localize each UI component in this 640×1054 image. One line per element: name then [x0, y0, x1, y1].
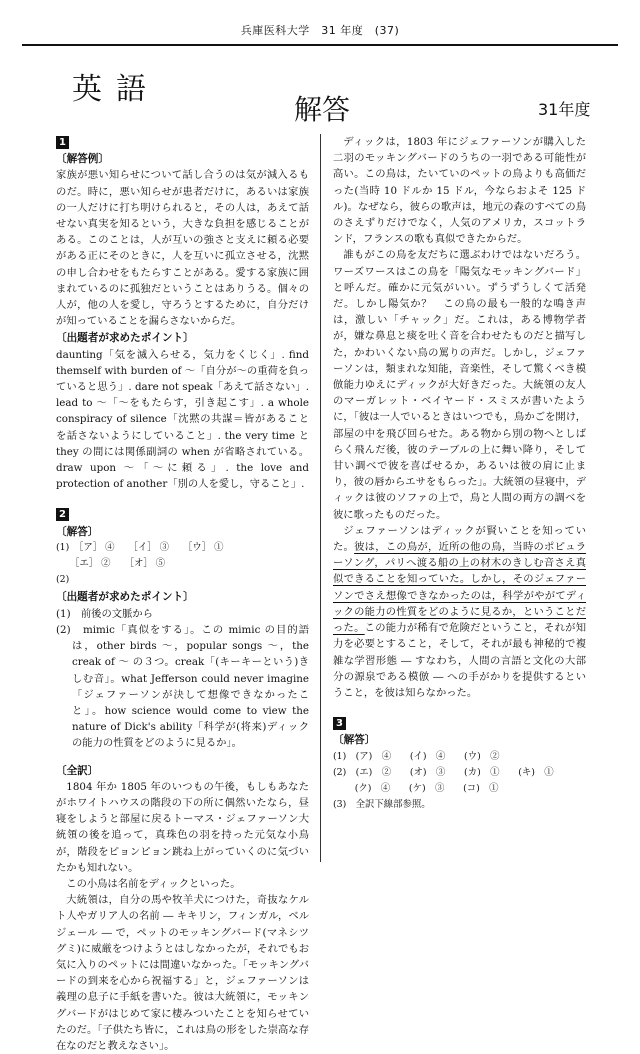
translation-paragraph: ディックは，1803 年にジェファーソンが購入した二羽のモッキングバードのうちの一羽である可能性が高い。この鳥は，たいていのペットの鳥よりも高価だった(当時 10 ドルか 15 ドル，今ならおよそ 125 ドル)。なぜなら，彼らの歌声は，地元の森のすべての鳥のさえずりだけでなく，人気のアメリカ，スコットランド，フランスの歌も真似できたからだ。: [333, 136, 586, 246]
q2-points-heading: 〔出題者が求めたポイント〕: [56, 591, 194, 604]
q1-points-heading: 〔出題者が求めたポイント〕: [56, 332, 194, 345]
q3-answer-row: (3) 全訳下線部参照。: [333, 799, 431, 811]
q2-section: [56, 506, 309, 1054]
translation-paragraph: 1804 年か 1805 年のいつもの午後，もしもあなたがホワイトハウスの階段の下の所に偶然いたなら，昼寝をしようと部屋に戻るトーマス・ジェファーソン大統領の後を追って，真珠色の羽を持った元気な小鳥が，階段をピョンピョン跳ね上がっていくのに気づいたかも知れない。: [56, 780, 309, 874]
q2-answer-row: ［エ］ ② ［オ］ ⑤: [56, 558, 166, 570]
answers-title: 解答: [294, 93, 351, 126]
q3-section: [333, 715, 586, 813]
q2-answer-row: (1) ［ア］ ④ ［イ］ ③ ［ウ］ ①: [56, 541, 224, 553]
translation-paragraph: [333, 523, 586, 701]
q2-answer-row: (2): [56, 574, 70, 586]
running-head: 兵庫医科大学 31 年度 (37): [240, 24, 400, 37]
left-column: [56, 134, 309, 1052]
column-divider: [320, 134, 321, 862]
q3-answer-heading: 〔解答〕: [333, 734, 376, 747]
subject-title: 英語: [72, 72, 160, 107]
translation-text: この能力が稀有で危険だということ，それが知力を必要とすること，そして，それが最も神秘的で複雑な学習形態 ― すなわち，人間の言語と文化の大部分の源泉である模倣 ― への手がかりを提供するということ，を彼は知らなかった。: [333, 622, 587, 699]
header-rule: [22, 44, 618, 46]
q2-answer-heading: 〔解答〕: [56, 525, 99, 538]
year-label: 31年度: [538, 100, 591, 119]
q1-example-text: 家族が悪い知らせについて話し合うのは気が減入るものだ。時に，悪い知らせが患者だけに，あるいは家族の一人だけに打ち明けられると，その人は，あえて話せない真実を知るという，大きな負担を感じることがある。このことは，人が互いの強さと支えに頼る必要がある正にそのときに，人を互いに孤立させる，沈黙の申し合わせをもたらすことがある。愛する家族に囲まれているのに孤独だということはありうる。個々の人が，他の人を愛し，守ろうとするために，自分だけが知っていることを漏らさないからだ。: [56, 169, 309, 328]
q3-answer-row: (2) (エ) ② (オ) ③ (カ) ① (キ) ①: [333, 766, 554, 778]
q3-number-badge: 3: [333, 717, 346, 730]
q1-number-badge: 1: [56, 136, 69, 149]
q2-point: (2) mimic「真似をする」。この mimic の目的語は，other birds ～，popular songs ～，the creak of ～ の３つ。creak「(キーキーという)きしむ音」。what Jefferson could never imagine「ジェファーソンが決して想像できなかったこと」。how science would come to view the nature of Dick's ability「科学が(将来)ディックの能力の性質をどのように見るか」。: [56, 623, 309, 750]
q1-section: [56, 134, 309, 492]
translation-paragraph: 大統領は，自分の馬や牧羊犬につけた，奇抜なケルト人やガリア人の名前 ― キキリン，フィンガル，ベルジェール ― で，ペットのモッキングバード(マネシツグミ)に威厳をつけようとはしなかったが，それでもお気に入りのペットには間違いなかった。「モッキングバードの到来を心から祝福する」と，ジェファーソンは義理の息子に手紙を書いた。彼は大統領に，モッキングバードがはじめて家に棲みついたことを知らせていたのだ。「子供たち皆に，これは鳥の形をした崇高な存在なのだと教えなさい」。: [56, 894, 309, 1052]
q2-point: (1) 前後の文脈から: [56, 607, 153, 620]
q3-answer-row: (1) (ア) ④ (イ) ④ (ウ) ②: [333, 750, 500, 762]
right-column: [333, 134, 586, 864]
underlined-passage: 彼は，この鳥が，近所の他の鳥，当時のポピュラーソング，パリへ渡る船の上の材木のきしむ音さえ真似できることを知っていた。しかし，そのジェファーソンでさえ想像できなかったのは，科学がやがてディックの能力の性質をどのように見るか，ということだった。: [333, 541, 587, 635]
translation-paragraph: この小鳥は名前をディックといった。: [66, 877, 241, 890]
q2-translation-heading: 〔全訳〕: [56, 764, 99, 777]
q1-points-text: daunting「気を滅入らせる，気力をくじく」. find themself with burden of ～「自分が～の重荷を負っていると思う」. dare not speak「あえて話さない」. lead to ～「～をもたらす，引き起こす」. a whole conspiracy of silence「沈黙の共謀＝皆があることを話さないようにしていること」. the very time と they の間には関係副詞の when が省略されている。draw upon ～「～に頼る」. the love and protection of another「別の人を愛し，守ること」.: [56, 348, 309, 491]
q2-number-badge: 2: [56, 508, 69, 521]
q1-example-heading: 〔解答例〕: [56, 153, 109, 166]
translation-paragraph: 誰もがこの鳥を友だちに選ぶわけではないだろう。ワーズワースはこの鳥を「陽気なモッキングバード」と呼んだ。確かに元気がいい。ずうずうしくて活発だ。しかし陽気か？ この鳥の最も一般的な鳴き声は，激しい「チャック」だ。これは，ある博物学者が，嫌な鼻息と痰を吐く音を合わせたものだと描写した，かわいくない鳥の罵りの声だ。しかし，ジェファーソンは，類まれな知能，音楽性，そして驚くべき模倣能力ゆえにディックが大好きだった。大統領の友人のマーガレット・ベイヤード・スミスが書いたように，「彼は一人でいるときはいつでも，鳥かごを開け，部屋の中を飛び回らせた。ある物から別の物へとしばらく飛んだ後，彼のテーブルの上に舞い降り，そして甘い調べで彼を喜ばせるか，あるいは彼の肩に止まり，彼の唇からエサをもらった」。大統領の昼寝中，ディックは彼のソファの上で，鳥と人間の両方の調べを彼に歌ったものだった。: [333, 249, 586, 521]
translation-text: ジェファーソンはディックが賢いことを知っていた。: [333, 524, 586, 554]
q3-answer-row: (ク) ④ (ケ) ③ (コ) ①: [333, 782, 499, 794]
